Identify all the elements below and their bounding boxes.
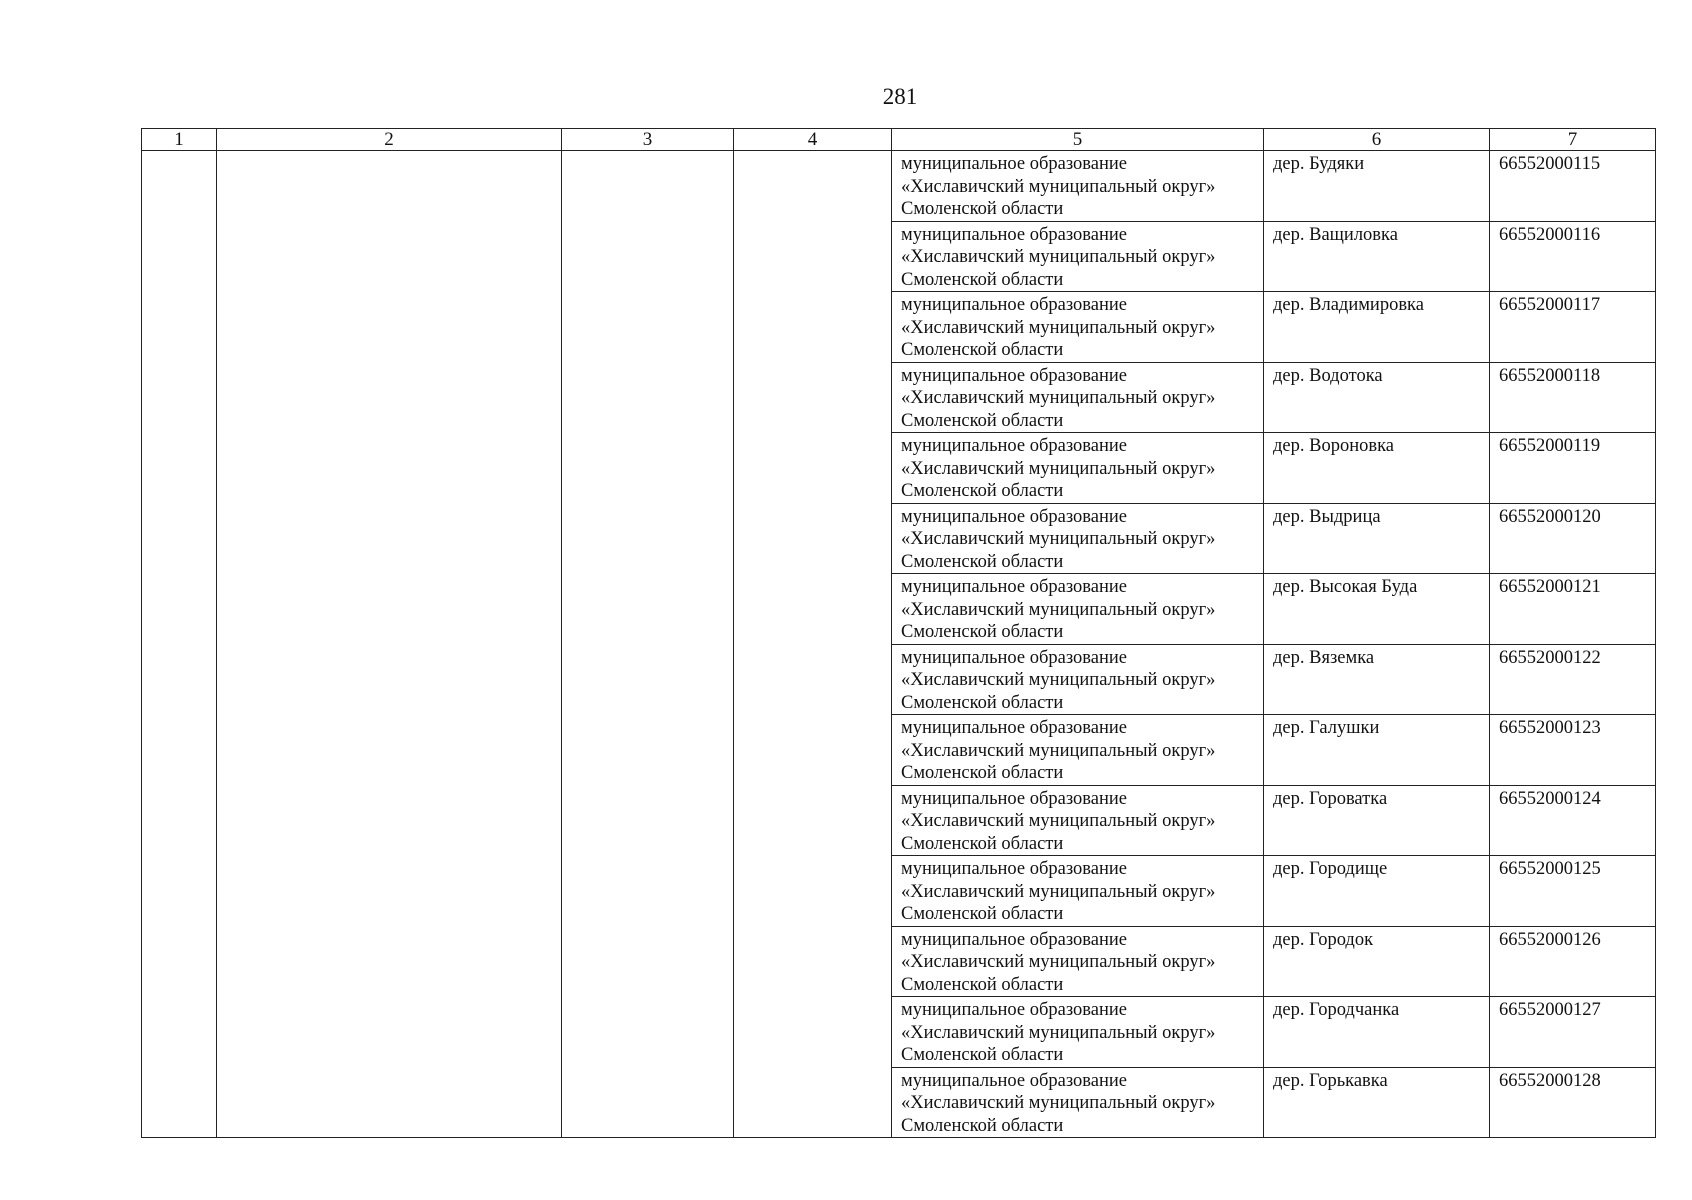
municipality-line: Смоленской области [901,833,1064,854]
municipality-line: «Хиславичский муниципальный округ» [901,670,1216,690]
column-header-7: 7 [1490,129,1656,151]
oktmo-code-cell: 66552000125 [1490,856,1656,927]
municipality-cell [892,715,1264,786]
oktmo-code-cell: 66552000118 [1490,362,1656,433]
municipality-line: муниципальное образование [901,718,1128,738]
municipality-cell [892,221,1264,292]
locality-cell: дер. Городчанка [1264,997,1490,1068]
column-header-4: 4 [734,129,892,151]
municipality-line: муниципальное образование [901,1070,1128,1091]
municipality-cell [892,433,1264,504]
municipality-line: Смоленской области [901,410,1064,431]
municipality-line: Смоленской области [901,481,1064,501]
municipality-line: Смоленской области [901,1115,1064,1136]
oktmo-code-cell: 66552000124 [1490,785,1656,856]
municipality-line: Смоленской области [901,904,1064,924]
column-header-3: 3 [562,129,734,151]
municipality-cell [892,926,1264,997]
municipality-line: муниципальное образование [901,1000,1128,1020]
municipality-line: муниципальное образование [901,859,1128,879]
municipality-line: «Хиславичский муниципальный округ» [901,247,1216,267]
column-3-cell [562,151,734,1138]
locality-cell: дер. Вяземка [1264,644,1490,715]
municipality-cell [892,292,1264,363]
locality-cell: дер. Будяки [1264,151,1490,222]
municipality-line: муниципальное образование [901,365,1128,386]
municipality-line: «Хиславичский муниципальный округ» [901,740,1216,761]
column-header-6: 6 [1264,129,1490,151]
municipality-line: Смоленской области [901,1045,1064,1065]
column-header-5: 5 [892,129,1264,151]
locality-cell: дер. Галушки [1264,715,1490,786]
municipality-line: Смоленской области [901,622,1064,642]
page-number: 281 [882,84,918,109]
municipality-cell [892,503,1264,574]
oktmo-code-cell: 66552000128 [1490,1067,1656,1138]
table-row [142,151,1656,222]
municipality-line: муниципальное образование [901,154,1128,174]
municipality-line: «Хиславичский муниципальный округ» [901,317,1216,338]
oktmo-code-cell: 66552000115 [1490,151,1656,222]
column-4-cell [734,151,892,1138]
municipality-cell [892,997,1264,1068]
municipality-line: «Хиславичский муниципальный округ» [901,176,1216,197]
locality-cell: дер. Водотока [1264,362,1490,433]
municipality-cell [892,574,1264,645]
oktmo-code-cell: 66552000122 [1490,644,1656,715]
oktmo-code-cell: 66552000120 [1490,503,1656,574]
municipality-line: «Хиславичский муниципальный округ» [901,458,1216,479]
registry-table [141,128,1656,1138]
municipality-line: муниципальное образование [901,224,1128,245]
municipality-line: Смоленской области [901,551,1064,572]
municipality-line: муниципальное образование [901,436,1128,456]
locality-cell: дер. Городище [1264,856,1490,927]
municipality-line: муниципальное образование [901,295,1128,315]
municipality-cell [892,785,1264,856]
locality-cell: дер. Высокая Буда [1264,574,1490,645]
locality-cell: дер. Горькавка [1264,1067,1490,1138]
municipality-line: Смоленской области [901,269,1064,290]
municipality-line: муниципальное образование [901,506,1128,527]
oktmo-code-cell: 66552000121 [1490,574,1656,645]
municipality-line: муниципальное образование [901,577,1128,597]
municipality-line: «Хиславичский муниципальный округ» [901,388,1216,408]
oktmo-code-cell: 66552000127 [1490,997,1656,1068]
table-body [142,151,1656,1138]
municipality-line: «Хиславичский муниципальный округ» [901,952,1216,972]
municipality-line: Смоленской области [901,340,1064,360]
locality-cell: дер. Городок [1264,926,1490,997]
municipality-cell [892,362,1264,433]
oktmo-code-cell: 66552000116 [1490,221,1656,292]
column-number-header-row [142,129,1656,151]
locality-cell: дер. Выдрица [1264,503,1490,574]
municipality-line: «Хиславичский муниципальный округ» [901,1022,1216,1043]
municipality-line: «Хиславичский муниципальный округ» [901,881,1216,902]
municipality-line: Смоленской области [901,974,1064,995]
municipality-line: Смоленской области [901,763,1064,783]
column-1-cell [142,151,217,1138]
municipality-line: муниципальное образование [901,929,1128,950]
municipality-cell [892,856,1264,927]
municipality-line: Смоленской области [901,692,1064,713]
locality-cell: дер. Вороновка [1264,433,1490,504]
oktmo-code-cell: 66552000123 [1490,715,1656,786]
municipality-line: «Хиславичский муниципальный округ» [901,599,1216,620]
locality-cell: дер. Владимировка [1264,292,1490,363]
oktmo-code-cell: 66552000117 [1490,292,1656,363]
municipality-cell [892,1067,1264,1138]
column-header-1: 1 [142,129,217,151]
municipality-line: «Хиславичский муниципальный округ» [901,529,1216,549]
locality-cell: дер. Гороватка [1264,785,1490,856]
oktmo-code-cell: 66552000119 [1490,433,1656,504]
municipality-line: «Хиславичский муниципальный округ» [901,811,1216,831]
municipality-line: «Хиславичский муниципальный округ» [901,1093,1216,1113]
municipality-line: муниципальное образование [901,788,1128,809]
municipality-line: муниципальное образование [901,647,1128,668]
column-header-2: 2 [217,129,562,151]
column-2-cell [217,151,562,1138]
municipality-line: Смоленской области [901,199,1064,219]
municipality-cell [892,644,1264,715]
oktmo-code-cell: 66552000126 [1490,926,1656,997]
locality-cell: дер. Ващиловка [1264,221,1490,292]
municipality-cell [892,151,1264,222]
